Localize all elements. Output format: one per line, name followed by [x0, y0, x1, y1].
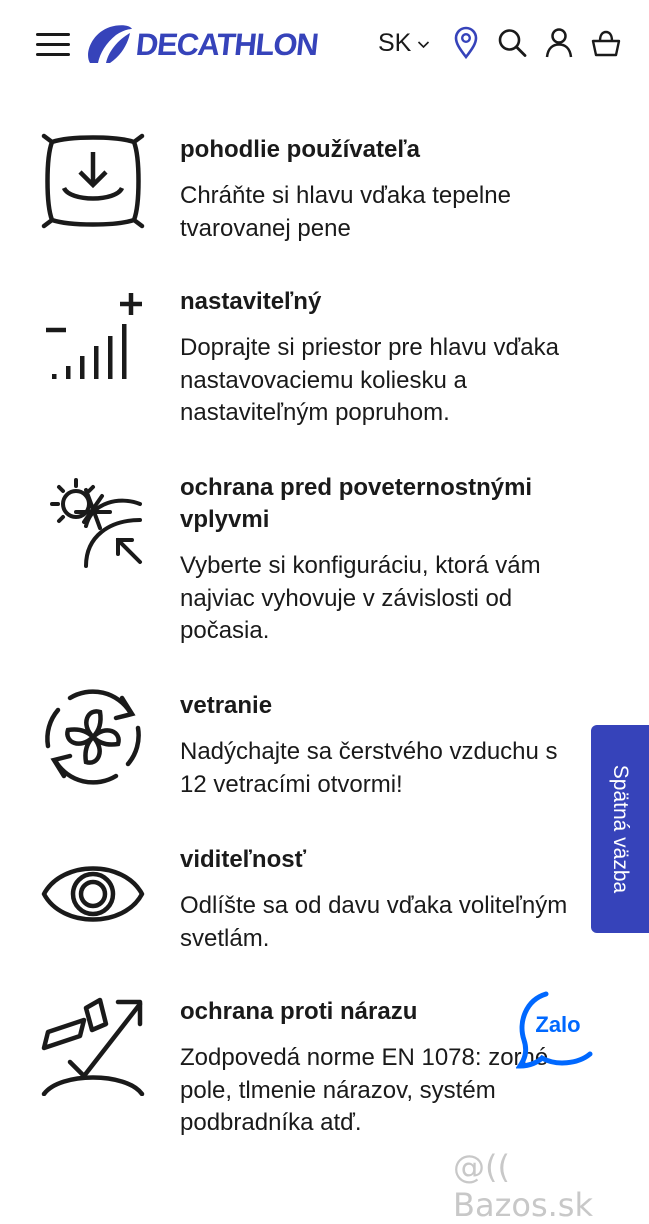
brand-name: DECATHLON — [134, 27, 320, 62]
feature-description: Zodpovedá norme EN 1078: zorné pole, tlmenie nárazov, systém podbradníka atď. — [180, 1044, 549, 1136]
basket-icon[interactable] — [590, 26, 622, 60]
feature-description: Odlíšte sa od davu vďaka voliteľným svetlám. — [180, 892, 568, 952]
feature-title: nastaviteľný — [180, 288, 322, 315]
zalo-chat-icon[interactable] — [516, 988, 598, 1070]
feature-title: vetranie — [180, 692, 273, 719]
feature-title: viditeľnosť — [180, 846, 307, 873]
zalo-label: Zalo — [535, 1012, 581, 1037]
feedback-label: Spätná väzba — [609, 764, 632, 894]
feedback-tab-button[interactable] — [591, 725, 649, 933]
language-selector[interactable] — [378, 29, 430, 58]
feature-description: Chráňte si hlavu vďaka tepelne tvarovanej pene — [180, 182, 511, 242]
feature-title: ochrana proti nárazu — [180, 998, 418, 1025]
decathlon-logo[interactable] — [84, 22, 318, 68]
weather-protection-icon — [40, 466, 146, 572]
user-icon[interactable] — [543, 26, 575, 60]
feature-title: pohodlie používateľa — [180, 136, 420, 163]
watermark: @(( Bazos.sk — [453, 1148, 593, 1224]
menu-icon[interactable] — [34, 27, 74, 61]
feature-title: ochrana pred poveternostnými vplyvmi — [180, 474, 533, 533]
site-header — [0, 0, 649, 90]
eye-visibility-icon — [40, 838, 146, 944]
feature-description: Vyberte si konfiguráciu, ktorá vám najviac vyhovuje v závislosti od počasia. — [180, 552, 541, 644]
decathlon-logo-mark-icon — [84, 23, 134, 67]
search-icon[interactable] — [496, 26, 528, 60]
feature-description: Doprajte si priestor pre hlavu vďaka nastavovaciemu koliesku a nastaviteľným popruhom. — [180, 334, 559, 426]
ventilation-fan-icon — [40, 684, 146, 790]
impact-protection-icon — [40, 990, 146, 1096]
location-pin-icon[interactable] — [450, 26, 482, 60]
chevron-down-icon — [417, 40, 430, 49]
language-label: SK — [378, 29, 412, 57]
signal-adjust-icon — [40, 280, 146, 386]
feature-description: Nadýchajte sa čerstvého vzduchu s 12 vetracími otvormi! — [180, 738, 558, 798]
pillow-download-icon — [40, 128, 146, 234]
